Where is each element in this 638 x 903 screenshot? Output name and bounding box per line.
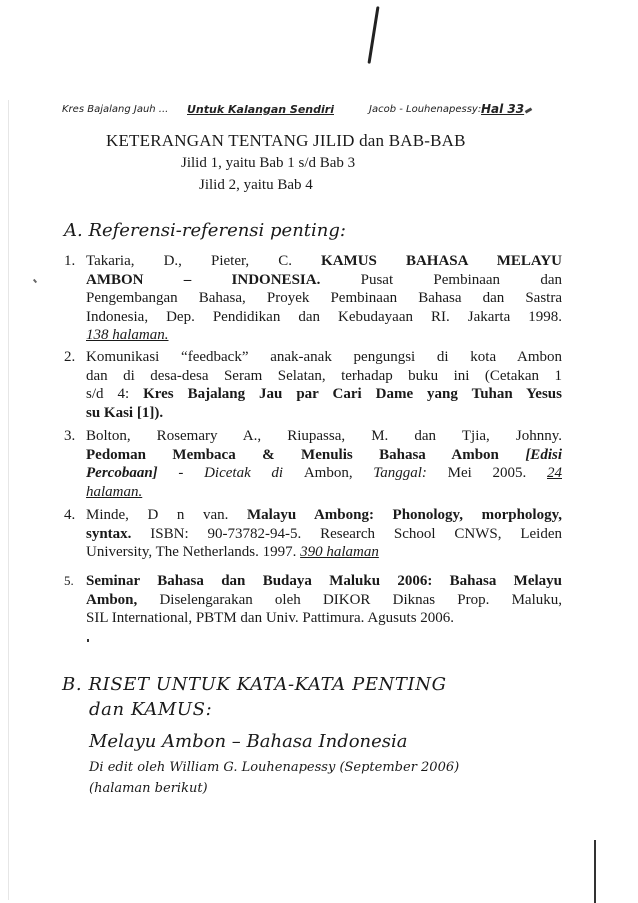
ref4-title-part2: syntax. bbox=[86, 525, 132, 542]
scan-speck bbox=[33, 279, 37, 283]
ref3-authors: Bolton, Rosemary A., Riupassa, M. dan Tjia, Johnny. bbox=[86, 428, 562, 444]
reference-item-5 bbox=[64, 572, 562, 628]
ref2-line3-prefix: s/d 4: bbox=[86, 386, 144, 403]
editor-credit: Di edit oleh William G. Louhenapessy (September 2006) bbox=[89, 760, 460, 775]
ref3-place: Ambon, bbox=[303, 465, 374, 482]
section-a-heading: A. Referensi-referensi penting: bbox=[64, 220, 346, 241]
reference-number: 5. bbox=[64, 573, 74, 588]
ref3-pages-label: halaman. bbox=[86, 483, 143, 500]
scan-dot bbox=[87, 639, 89, 642]
reference-number: 1. bbox=[64, 253, 76, 269]
section-b-heading-line1: B. RISET UNTUK KATA-KATA PENTING bbox=[62, 674, 447, 695]
ref3-edition-part1: [Edisi bbox=[525, 446, 562, 463]
ref3-pages-count: 24 bbox=[547, 465, 562, 482]
ref4-pages: 390 halaman bbox=[300, 544, 379, 561]
ref2-book-title-part2: su Kasi [1]). bbox=[86, 404, 164, 421]
reference-number: 3. bbox=[64, 428, 76, 444]
ref1-publisher-part3: Indonesia, Dep. Pendidikan dan Kebudayaan RI. Jakarta 1998. bbox=[86, 308, 562, 325]
ref5-title-part2: Ambon, bbox=[86, 591, 138, 608]
volume-1-line: Jilid 1, yaitu Bab 1 s/d Bab 3 bbox=[181, 155, 356, 171]
ref5-title-part1: Seminar Bahasa dan Budaya Maluku 2006: Bahasa Melayu bbox=[86, 573, 562, 589]
ref4-isbn: ISBN: 90-73782-94-5. Research School CNWS, Leiden bbox=[131, 525, 562, 542]
pen-tick-mark bbox=[525, 107, 533, 113]
ref3-date: Mei 2005. bbox=[426, 465, 547, 482]
page-title: KETERANGAN TENTANG JILID dan BAB-BAB bbox=[106, 131, 466, 150]
header-center: Untuk Kalangan Sendiri bbox=[187, 103, 334, 116]
pen-stroke-mark bbox=[367, 6, 379, 64]
header-page-number: Hal 33 bbox=[481, 102, 525, 116]
next-page-note: (halaman berikut) bbox=[89, 781, 208, 796]
reference-item-4 bbox=[64, 506, 562, 562]
ref3-printed-label: - Dicetak di bbox=[157, 465, 304, 482]
reference-item-3 bbox=[64, 427, 562, 501]
reference-item-2 bbox=[64, 348, 562, 422]
ref2-line1: Komunikasi “feedback” anak-anak pengungsi di kota Ambon bbox=[86, 349, 562, 365]
header-left-title: Kres Bajalang Jauh ... bbox=[62, 104, 169, 115]
header-author: Jacob - Louhenapessy: bbox=[369, 104, 482, 115]
ref1-title-part2: AMBON – INDONESIA. bbox=[86, 271, 321, 288]
dictionary-title: Melayu Ambon – Bahasa Indonesia bbox=[89, 731, 408, 752]
ref1-publisher-part1: Pusat Pembinaan dan bbox=[320, 271, 562, 288]
ref2-book-title-part1: Kres Bajalang Jau par Cari Dame yang Tuhan Yesus bbox=[143, 386, 562, 403]
ref5-partners: SIL International, PBTM dan Univ. Pattimura. Agusuts 2006. bbox=[86, 610, 455, 627]
ref3-edition-part2: Percobaan] bbox=[86, 465, 158, 482]
ref4-author: Minde, D n van. bbox=[86, 507, 248, 523]
section-b-heading-line2: dan KAMUS: bbox=[89, 699, 213, 720]
ref4-title-part1: Malayu Ambong: Phonology, morphology, bbox=[247, 507, 562, 523]
scan-edge-line bbox=[594, 840, 596, 903]
ref1-title-part1: KAMUS BAHASA MELAYU bbox=[321, 253, 562, 269]
ref1-publisher-part2: Pengembangan Bahasa, Proyek Pembinaan Bahasa dan Sastra bbox=[86, 290, 562, 307]
scan-left-edge bbox=[8, 100, 9, 900]
ref1-pages: 138 halaman. bbox=[86, 327, 169, 344]
ref1-authors: Takaria, D., Pieter, C. bbox=[86, 253, 322, 269]
ref3-title: Pedoman Membaca & Menulis Bahasa Ambon bbox=[86, 446, 526, 463]
volume-2-line: Jilid 2, yaitu Bab 4 bbox=[199, 177, 313, 193]
ref3-date-label: Tanggal: bbox=[373, 465, 427, 482]
ref5-organizer: Diselengarakan oleh DIKOR Diknas Prop. Maluku, bbox=[137, 591, 562, 608]
reference-number: 4. bbox=[64, 507, 76, 523]
ref4-publisher: University, The Netherlands. 1997. bbox=[86, 544, 301, 561]
ref2-line2: dan di desa-desa Seram Selatan, terhadap buku ini (Cetakan 1 bbox=[86, 367, 562, 384]
reference-number: 2. bbox=[64, 349, 76, 365]
reference-item-1 bbox=[64, 252, 562, 345]
